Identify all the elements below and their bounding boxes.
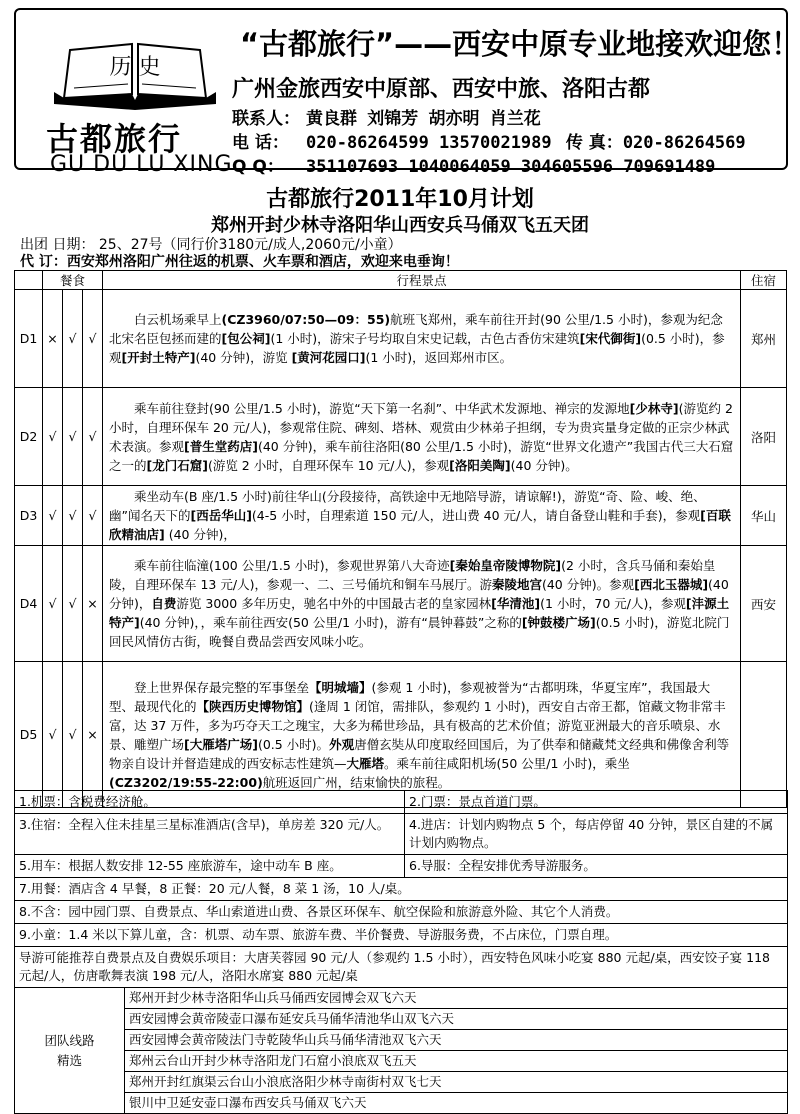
- phone-numbers: 020-86264599 13570021989: [306, 133, 552, 153]
- routes-label-line2: 精选: [56, 1052, 82, 1068]
- meal-mark: √: [83, 388, 103, 486]
- day-description: [103, 486, 741, 546]
- description-text: (1 小时)，游宋子号均取自宋史记载，古色古香仿宋建筑: [270, 331, 580, 346]
- route-item: 郑州开封红旗渠云台山小浪底洛阳少林寺南街村双飞七天: [125, 1072, 788, 1093]
- attraction-name: 大雁塔: [346, 755, 385, 771]
- header-box: [14, 8, 800, 177]
- meal-mark: √: [63, 388, 83, 486]
- description-text: 乘车前往临潼(100 公里/1.5 小时)，参观世界第八大奇迹: [134, 558, 450, 573]
- meal-mark: √: [63, 290, 83, 388]
- meal-mark: ×: [43, 290, 63, 388]
- meal-mark: √: [63, 662, 83, 808]
- slogan: “古都旅行”——西安中原专业地接欢迎您！: [240, 27, 800, 61]
- meal-mark: √: [63, 486, 83, 546]
- contact-names: 黄良群 刘锦芳 胡亦明 肖兰花: [306, 109, 541, 129]
- itinerary-row: [15, 546, 787, 662]
- note-excluded: 8.不含：园中园门票、自费景点、华山索道进山费、各景区环保车、航空保险和旅游意外险、其它个人消费。: [15, 901, 788, 924]
- description-text: (40 分钟)。: [510, 457, 578, 473]
- description-text: (40 分钟)，乘车前往洛阳(80 公里/1.5 小时)，游览“世界文化遗产”我国古代三大石窟之一的: [109, 438, 734, 473]
- note-admission: 2.门票：景点首道门票。: [405, 791, 788, 814]
- booking-agent: 代 订：西安郑州洛阳广州往返的机票、火车票和酒店，欢迎来电垂询！: [20, 254, 459, 270]
- note-hotel: 3.住宿：全程入住未挂星三星标准酒店(含早)，单房差 320 元/人。: [15, 814, 405, 855]
- itinerary-table: [14, 270, 787, 808]
- fax-number: 020-86264569: [622, 133, 746, 153]
- description-text: 航班返回广州，结束愉快的旅程。: [262, 774, 451, 790]
- note-optional: 导游可能推荐自费景点及自费娱乐项目：大唐芙蓉园 90 元/人（参观约 1.5 小时），西安特色风味小吃宴 880 元起/桌，西安饺子宴 118 元起/人，仿唐歌舞表演 198 元/人，洛阳水席宴 880 元起/桌: [15, 947, 788, 988]
- description-text: (逢周 1 闭馆，需排队，参观约 1 小时)，西安自古帝王都，馆藏文物非常丰富，达 37 万件，多为巧夺天工之瑰宝，大多为稀世珍品，具有极高的艺术价值；游览亚洲最大的音乐喷泉、水景、雕塑广场: [109, 698, 726, 752]
- attraction-name: [黄河花园口]: [291, 350, 366, 365]
- attraction-name: [钟鼓楼广场]: [521, 615, 596, 630]
- qq-label: Q Q：: [232, 157, 284, 177]
- meal-mark: √: [43, 486, 63, 546]
- description-text: (40 分钟)，，乘车前往西安(50 公里/1 小时)，游有“晨钟暮鼓”之称的: [139, 615, 522, 630]
- attraction-name: [百联欣精油店]: [109, 508, 731, 542]
- lodging-city: [741, 662, 787, 808]
- itinerary-row: [15, 662, 787, 808]
- description-text: 白云机场乘早上: [134, 312, 222, 327]
- description-text: (40 分钟)，: [109, 577, 729, 611]
- qq-numbers: 351107693 1040064059 304605596 709691489: [306, 157, 716, 177]
- meal-mark: √: [83, 486, 103, 546]
- attraction-name: [宋代御街]: [579, 331, 642, 346]
- route-row: [15, 1072, 788, 1093]
- day-label: D1: [15, 290, 43, 388]
- route-row: [15, 1030, 788, 1051]
- lodging-city: 洛阳: [741, 388, 787, 486]
- attraction-name: [西岳华山]: [190, 508, 252, 523]
- attraction-name: 秦陵地宫: [491, 577, 542, 592]
- attraction-name: 【明城墙】: [309, 679, 372, 695]
- plan-subtitle: 郑州开封少林寺洛阳华山西安兵马俑双飞五天团: [211, 215, 589, 236]
- note-vehicle: 5.用车：根据人数安排 12-55 座旅游车，途中动车 B 座。: [15, 855, 405, 878]
- meal-mark: ×: [83, 662, 103, 808]
- itinerary-row: [15, 388, 787, 486]
- route-row: [15, 1093, 788, 1114]
- day-label: D2: [15, 388, 43, 486]
- attraction-name: [沣源土特产]: [109, 596, 730, 630]
- description-text: (参观 1 小时)，参观被誉为“古都明珠，华夏宝库”，我国最大型、最现代化的: [109, 679, 711, 714]
- description-text: (4-5 小时，自理索道 150 元/人，进山费 40 元/人，请自备登山鞋和手套)，参观: [251, 508, 701, 523]
- description-text: 乘坐动车(B 座/1.5 小时)前往华山(分段接待，高铁途中无地陪导游，请谅解!)，游览“奇、险、峻、绝、幽”闻名天下的: [109, 489, 706, 523]
- day-label: D3: [15, 486, 43, 546]
- attraction-name: [西北玉器城]: [634, 577, 709, 592]
- lodging-city: 华山: [741, 486, 787, 546]
- qq-row: [232, 152, 715, 177]
- description-text: (游览约 2 小时，自理环保车 20 元/人)，参观常住院、碑刻、塔林、观赏由少林弟子担纲，专为贵宾量身定做的正宗少林武术表演。参观: [109, 400, 733, 454]
- route-row: [15, 1009, 788, 1030]
- fax-label: 传 真：: [565, 133, 623, 153]
- lodging-city: 郑州: [741, 290, 787, 388]
- route-item: 银川中卫延安壶口瀑布西安兵马俑双飞六天: [125, 1093, 788, 1114]
- description-text: 航班飞郑州，乘车前往开封(90 公里/1.5 小时)，参观为纪念北宋名臣包拯而建的: [109, 312, 723, 346]
- description-text: (0.5 小时)，参观: [109, 331, 725, 365]
- routes-label-line1: 团队线路: [44, 1032, 95, 1048]
- logo-chinese-name: 古都旅行: [46, 120, 183, 158]
- attraction-name: [少林寺]: [629, 400, 679, 416]
- route-header: 行程景点: [103, 271, 741, 290]
- open-book-icon: [50, 32, 220, 112]
- attraction-name: [包公祠]: [221, 331, 271, 346]
- description-text: 唐僧玄奘从印度取经回国后，为了供奉和储藏梵文经典和佛像舍利等物亲自设计并督造建成的西安标志性建筑—: [109, 736, 730, 771]
- meal-mark: ×: [83, 546, 103, 662]
- route-item: 郑州开封少林寺洛阳华山兵马俑西安园博会双飞六天: [125, 988, 788, 1009]
- plan-title: 古都旅行2011年10月计划: [266, 187, 534, 212]
- attraction-name: 外观: [329, 736, 355, 752]
- description-text: (40 分钟)。参观: [541, 577, 635, 592]
- description-text: (游览 2 小时，自理环保车 10 元/人)，参观: [207, 457, 450, 473]
- meal-mark: √: [63, 546, 83, 662]
- day-label: D4: [15, 546, 43, 662]
- description-text: (40 分钟)，游览: [195, 350, 292, 365]
- note-children: 9.小童：1.4 米以下算儿童，含：机票、动车票、旅游车费、半价餐费、导游服务费，不占床位，门票自理。: [15, 924, 788, 947]
- day-description: [103, 388, 741, 486]
- meal-mark: √: [43, 662, 63, 808]
- meal-mark: √: [83, 290, 103, 388]
- note-guide: 6.导服：全程安排优秀导游服务。: [405, 855, 788, 878]
- attraction-name: (CZ3202/19:55-22:00): [109, 774, 263, 790]
- company-names: 广州金旅西安中原部、西安中旅、洛阳古都: [232, 77, 651, 102]
- attraction-name: 自费: [151, 596, 177, 611]
- attraction-name: [普生堂药店]: [184, 438, 258, 454]
- lodging-header: 住宿: [741, 271, 787, 290]
- description-text: 乘车前往登封(90 公里/1.5 小时)，游览“天下第一名刹”、中华武术发源地、禅宗的发源地: [134, 400, 630, 416]
- description-text: (0.5 小时)。: [257, 736, 330, 752]
- meal-mark: √: [43, 546, 63, 662]
- meal-header: 餐食: [43, 271, 103, 290]
- route-item: 西安园博会黄帝陵法门寺乾陵华山兵马俑华清池双飞六天: [125, 1030, 788, 1051]
- attraction-name: [华清池]: [491, 596, 541, 611]
- description-text: 。乘车前往咸阳机场(50 公里/1 小时)，乘坐: [384, 755, 630, 771]
- description-text: (1 小时)，返回郑州市区。: [365, 350, 513, 365]
- itinerary-row: [15, 290, 787, 388]
- attraction-name: (CZ3960/07:50—09：55): [221, 312, 391, 327]
- day-description: [103, 290, 741, 388]
- description-text: (40 分钟)，: [164, 527, 236, 542]
- description-text: (2 小时，含兵马俑和秦始皇陵，自理环保车 13 元/人)，参观一、二、三号俑坑和铜车马展厅。游: [109, 558, 716, 592]
- lodging-city: 西安: [741, 546, 787, 662]
- attraction-name: [龙门石窟]: [146, 457, 208, 473]
- description-text: (1 小时，70 元/人)，参观: [540, 596, 686, 611]
- phone-label: 电 话：: [232, 133, 289, 153]
- contact-row: [232, 104, 541, 129]
- day-header: [15, 271, 43, 290]
- description-text: 登上世界保存最完整的军事堡垒: [134, 679, 310, 695]
- day-description: [103, 546, 741, 662]
- phone-row: [232, 128, 746, 153]
- route-item: 西安园博会黄帝陵壶口瀑布延安兵马俑华清池华山双飞六天: [125, 1009, 788, 1030]
- departure-dates: 出团 日期： 25、27号（同行价3180元/成人,2060元/小童）: [20, 237, 402, 253]
- description-text: 游览 3000 多年历史，驰名中外的中国最古老的皇家园林: [176, 596, 492, 611]
- attraction-name: [洛阳美陶]: [449, 457, 511, 473]
- day-label: D5: [15, 662, 43, 808]
- route-item: 郑州云台山开封少林寺洛阳龙门石窟小浪底双飞五天: [125, 1051, 788, 1072]
- routes-label: [15, 988, 125, 1114]
- notes-table: [14, 790, 788, 1114]
- meal-mark: √: [43, 388, 63, 486]
- itinerary-row: [15, 486, 787, 546]
- day-description: [103, 662, 741, 808]
- attraction-name: [大雁塔广场]: [184, 736, 258, 752]
- attraction-name: [开封土特产]: [121, 350, 196, 365]
- logo-book-text: 历 史: [109, 55, 161, 80]
- route-row: [15, 1051, 788, 1072]
- logo-english-name: GU DU LU XING: [50, 152, 233, 177]
- description-text: (0.5 小时)，游览北院门回民风情仿古街，晚餐自费品尝西安风味小吃。: [109, 615, 730, 649]
- note-shopping: 4.进店：计划内购物点 5 个，每店停留 40 分钟，景区自建的不属计划内购物点。: [405, 814, 788, 855]
- attraction-name: [秦始皇帝陵博物院]: [449, 558, 562, 573]
- note-ticket: 1.机票：含税费经济舱。: [15, 791, 405, 814]
- attraction-name: 【陕西历史博物馆】: [196, 698, 310, 714]
- route-row: [15, 988, 788, 1009]
- note-meals: 7.用餐：酒店含 4 早餐，8 正餐：20 元/人餐，8 菜 1 汤，10 人/桌。: [15, 878, 788, 901]
- contact-label: 联系人：: [232, 109, 300, 129]
